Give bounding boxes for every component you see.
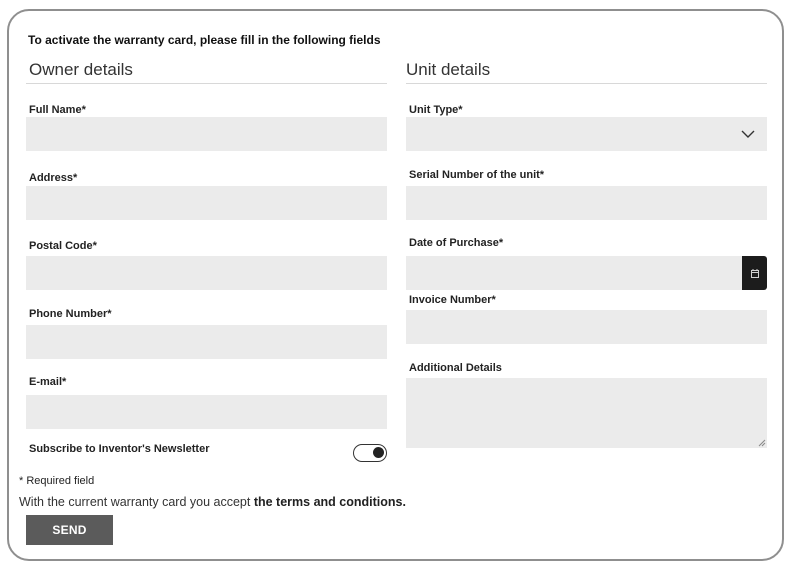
newsletter-label: Subscribe to Inventor's Newsletter [29, 443, 210, 455]
email-label: E-mail* [29, 376, 67, 388]
invoice-number-label: Invoice Number* [409, 294, 496, 306]
additional-details-textarea[interactable] [406, 378, 767, 448]
form-intro: To activate the warranty card, please fill in the following fields [28, 33, 381, 47]
resize-grip-icon[interactable] [758, 439, 766, 447]
chevron-down-icon [741, 129, 755, 139]
invoice-number-input[interactable] [406, 310, 767, 344]
serial-number-label: Serial Number of the unit* [409, 169, 545, 181]
owner-details-divider [26, 83, 387, 84]
purchase-date-input[interactable] [406, 256, 743, 290]
full-name-input[interactable] [26, 117, 387, 151]
phone-number-input[interactable] [26, 325, 387, 359]
postal-code-label: Postal Code* [29, 240, 97, 252]
unit-type-select[interactable] [406, 117, 767, 151]
required-field-note: * Required field [19, 475, 95, 487]
terms-prefix: With the current warranty card you accept [19, 495, 254, 509]
email-input[interactable] [26, 395, 387, 429]
terms-link[interactable]: the terms and conditions. [253, 495, 406, 509]
address-input[interactable] [26, 186, 387, 220]
additional-details-label: Additional Details [409, 362, 502, 374]
calendar-icon [751, 269, 759, 278]
unit-type-label: Unit Type* [409, 104, 463, 116]
postal-code-input[interactable] [26, 256, 387, 290]
newsletter-toggle[interactable] [353, 444, 387, 462]
date-picker-button[interactable] [742, 256, 767, 290]
phone-number-label: Phone Number* [29, 308, 112, 320]
unit-details-title: Unit details [406, 60, 491, 79]
send-button[interactable]: SEND [26, 515, 113, 545]
serial-number-input[interactable] [406, 186, 767, 220]
terms-text [19, 495, 406, 509]
owner-details-title: Owner details [29, 60, 133, 79]
toggle-knob [373, 447, 384, 458]
unit-details-divider [406, 83, 767, 84]
address-label: Address* [29, 172, 78, 184]
purchase-date-label: Date of Purchase* [409, 237, 504, 249]
full-name-label: Full Name* [29, 104, 86, 116]
